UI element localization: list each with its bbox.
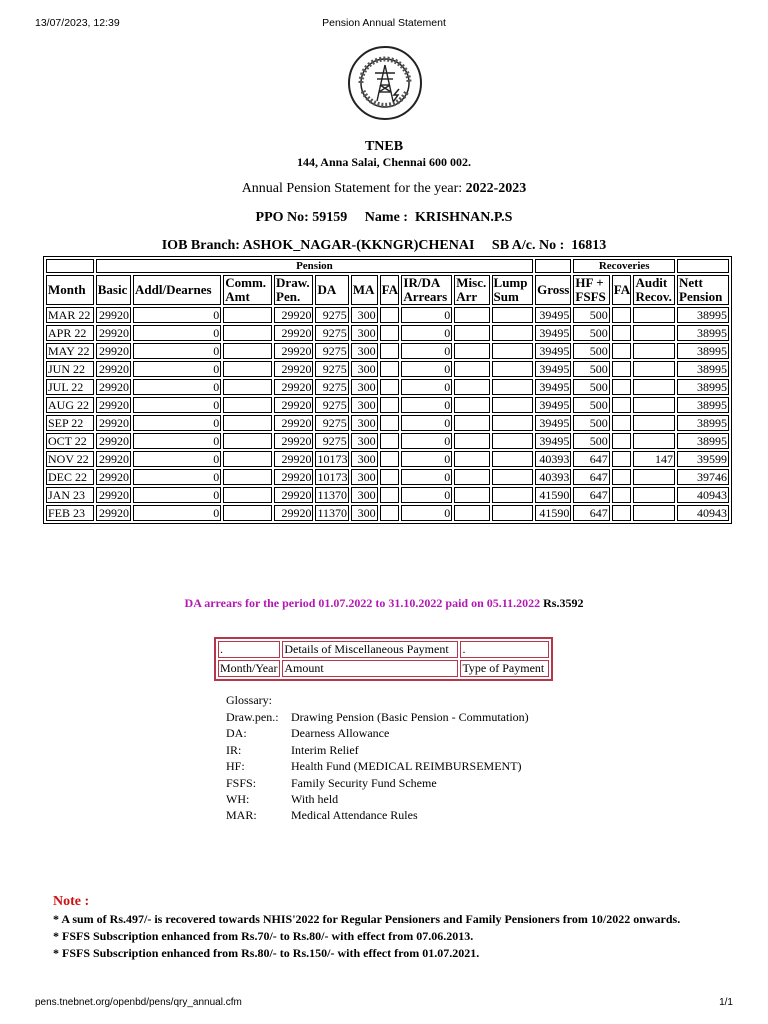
cell-lump [492,307,534,323]
cell-fa2 [612,469,632,485]
cell-gross: 40393 [535,451,571,467]
cell-irda: 0 [401,415,452,431]
group-blank [46,259,94,273]
cell-lump [492,469,534,485]
print-page-number: 1/1 [719,997,733,1008]
cell-comm [223,469,272,485]
cell-ma: 300 [351,451,378,467]
cell-basic: 29920 [96,433,131,449]
cell-nett: 40943 [677,505,729,521]
cell-da: 9275 [315,397,348,413]
cell-fa [380,361,400,377]
col-fa: FA [380,275,400,305]
cell-audit [633,343,675,359]
cell-da: 9275 [315,307,348,323]
cell-ma: 300 [351,505,378,521]
cell-hf: 500 [573,325,609,341]
print-timestamp: 13/07/2023, 12:39 [35,17,120,29]
table-row [46,487,729,503]
cell-basic: 29920 [96,379,131,395]
cell-hf: 647 [573,505,609,521]
cell-nett: 38995 [677,343,729,359]
glossary-item [226,710,529,726]
glossary-item [226,726,529,742]
table-row [46,397,729,413]
notes [53,912,680,963]
cell-nett: 38995 [677,433,729,449]
organization-name: TNEB [364,139,404,154]
table-row [46,343,729,359]
cell-audit [633,397,675,413]
glossary-item [226,792,529,808]
cell-fa [380,469,400,485]
table-row [46,469,729,485]
col-month: Month [46,275,94,305]
cell-basic: 29920 [96,415,131,431]
cell-ma: 300 [351,433,378,449]
table-row [46,433,729,449]
cell-da: 9275 [315,361,348,377]
glossary-term: Draw.pen.: [226,710,279,724]
cell-gross: 39495 [535,397,571,413]
cell-irda: 0 [401,325,452,341]
cell-misc [454,415,489,431]
cell-addl: 0 [133,433,221,449]
cell-addl: 0 [133,343,221,359]
cell-gross: 39495 [535,307,571,323]
table-group-row [46,259,729,273]
cell-fa [380,343,400,359]
branch-account-line: IOB Branch: ASHOK_NAGAR-(KKNGR)CHENAI SB A/c. No : 16813 [161,238,607,253]
cell-nett: 38995 [677,307,729,323]
cell-ma: 300 [351,397,378,413]
cell-gross: 39495 [535,325,571,341]
ppo-name-line: PPO No: 59159 Name : KRISHNAN.P.S [255,210,513,225]
cell-lump [492,325,534,341]
table-header-row [46,275,729,305]
cell-hf: 500 [573,379,609,395]
cell-ma: 300 [351,415,378,431]
cell-da: 10173 [317,470,348,484]
cell-misc [454,361,489,377]
cell-addl: 0 [133,451,221,467]
cell-nett: 38995 [677,325,729,341]
cell-month: MAY 22 [46,343,94,359]
cell-fa [380,307,400,323]
glossary-term: WH: [226,791,250,806]
cell-basic: 29920 [96,361,131,377]
cell-comm [223,505,272,521]
misc-header-row [218,660,549,677]
cell-irda: 0 [401,361,452,377]
cell-draw: 29920 [274,343,313,359]
cell-month: FEB 23 [46,505,94,521]
cell-fa2 [612,487,632,503]
cell-fa2 [612,361,632,377]
print-header [0,17,768,31]
misc-payment-table [214,637,553,681]
col-irda: IR/DA Arrears [401,275,452,305]
cell-misc [454,343,489,359]
cell-basic: 29920 [96,469,131,485]
col-hf: HF + FSFS [573,275,609,305]
cell-audit [633,325,675,341]
cell-da: 9275 [315,325,348,341]
pension-table [43,256,732,524]
glossary-term: IR: [226,742,242,757]
cell-hf: 500 [573,415,609,431]
cell-nett: 39746 [677,469,729,485]
cell-misc [454,325,489,341]
col-comm: Comm. Amt [223,275,272,305]
cell-month: MAR 22 [46,307,94,323]
misc-col-month: Month/Year [218,660,280,677]
table-row [46,325,729,341]
cell-irda: 0 [401,379,452,395]
cell-ma: 300 [351,379,378,395]
cell-misc [454,451,489,467]
cell-hf: 500 [573,343,609,359]
cell-basic: 29920 [96,505,131,521]
cell-month: SEP 22 [46,415,94,431]
cell-lump [492,343,534,359]
misc-title: Details of Miscellaneous Payment [282,641,458,658]
glossary-item [226,759,529,775]
cell-irda: 0 [401,433,452,449]
cell-comm [223,415,272,431]
organization-address: 144, Anna Salai, Chennai 600 002. [296,155,472,169]
cell-comm [223,343,272,359]
cell-addl: 0 [133,379,221,395]
cell-gross: 39495 [535,361,571,377]
col-misc: Misc. Arr [454,275,489,305]
cell-nett: 38995 [677,379,729,395]
cell-fa2 [612,397,632,413]
note-line: * FSFS Subscription enhanced from Rs.80/- to Rs.150/- with effect from 01.07.2021. [53,946,480,960]
cell-month: JUL 22 [46,379,94,395]
cell-addl: 0 [133,307,221,323]
da-arrears-amount: Rs.3592 [543,596,584,610]
glossary-item [226,743,529,759]
cell-addl: 0 [133,397,221,413]
table-row [46,379,729,395]
cell-lump [492,361,534,377]
cell-da: 11370 [317,488,348,502]
cell-fa [380,505,400,521]
cell-audit [633,469,675,485]
note-title: Note : [53,894,90,909]
cell-irda: 0 [401,469,452,485]
cell-addl: 0 [133,487,221,503]
cell-draw: 29920 [274,361,313,377]
cell-irda: 0 [401,451,452,467]
glossary-description: Health Fund (MEDICAL REIMBURSEMENT) [291,759,522,774]
cell-irda: 0 [401,487,452,503]
cell-gross: 39495 [535,379,571,395]
glossary-item [226,808,529,824]
cell-irda: 0 [401,307,452,323]
cell-misc [454,397,489,413]
statement-year: 2022-2023 [465,181,527,196]
group-blank-gross [535,259,571,273]
tneb-seal-icon [347,45,423,121]
cell-hf: 647 [573,451,609,467]
misc-col-type: Type of Payment [460,660,549,677]
cell-comm [223,307,272,323]
cell-fa [380,325,400,341]
group-blank-nett [677,259,729,273]
glossary-term: FSFS: [226,775,257,790]
print-page-title: Pension Annual Statement [322,17,446,29]
glossary-term: MAR: [226,808,257,823]
cell-hf: 500 [573,397,609,413]
tneb-logo-icon [347,45,423,121]
cell-audit: 147 [633,451,675,467]
cell-fa2 [612,451,632,467]
cell-gross: 41590 [535,505,571,521]
cell-draw: 29920 [274,451,313,467]
cell-misc [454,379,489,395]
cell-da: 11370 [317,506,348,520]
cell-nett: 38995 [677,361,729,377]
cell-misc [454,307,489,323]
table-row [46,361,729,377]
cell-gross: 40393 [535,469,571,485]
glossary-description: Drawing Pension (Basic Pension - Commutation) [291,710,529,724]
cell-hf: 647 [573,469,609,485]
cell-fa2 [612,343,632,359]
cell-month: DEC 22 [46,469,94,485]
cell-draw: 29920 [274,487,313,503]
cell-comm [223,379,272,395]
cell-ma: 300 [351,361,378,377]
cell-month: NOV 22 [46,451,94,467]
statement-title [0,181,768,197]
cell-draw: 29920 [274,415,313,431]
misc-dot-left: . [218,641,280,658]
table-row [46,505,729,521]
note-line: * FSFS Subscription enhanced from Rs.70/- to Rs.80/- with effect from 07.06.2013. [53,929,474,943]
cell-gross: 39495 [535,415,571,431]
cell-hf: 500 [573,307,609,323]
da-arrears-line [0,596,768,611]
cell-audit [633,307,675,323]
group-recoveries: Recoveries [573,259,675,273]
print-url: pens.tnebnet.org/openbd/pens/qry_annual.cfm [35,997,242,1008]
cell-audit [633,505,675,521]
cell-addl: 0 [133,469,221,485]
cell-lump [492,379,534,395]
col-audit: Audit Recov. [633,275,675,305]
cell-fa [380,433,400,449]
cell-draw: 29920 [274,307,313,323]
col-ma: MA [351,275,378,305]
cell-nett: 39599 [677,451,729,467]
table-row [46,451,729,467]
cell-gross: 41590 [535,487,571,503]
col-nett: Nett Pension [677,275,729,305]
cell-fa2 [612,433,632,449]
group-pension: Pension [96,259,533,273]
misc-dot-right: . [460,641,549,658]
cell-fa2 [612,307,632,323]
cell-irda: 0 [401,505,452,521]
cell-draw: 29920 [274,505,313,521]
cell-da: 9275 [315,379,348,395]
col-draw: Draw. Pen. [274,275,313,305]
cell-gross: 39495 [535,343,571,359]
cell-irda: 0 [401,397,452,413]
cell-gross: 39495 [535,433,571,449]
cell-addl: 0 [133,325,221,341]
cell-fa [380,487,400,503]
cell-audit [633,415,675,431]
cell-hf: 647 [573,487,609,503]
cell-comm [223,361,272,377]
cell-lump [492,433,534,449]
glossary-description: Interim Relief [291,742,359,757]
cell-misc [454,433,489,449]
cell-lump [492,487,534,503]
cell-audit [633,487,675,503]
cell-misc [454,487,489,503]
cell-fa2 [612,379,632,395]
cell-lump [492,397,534,413]
col-da: DA [315,275,348,305]
cell-basic: 29920 [96,487,131,503]
cell-comm [223,325,272,341]
cell-addl: 0 [133,505,221,521]
cell-lump [492,415,534,431]
cell-fa2 [612,505,632,521]
cell-nett: 40943 [677,487,729,503]
cell-draw: 29920 [274,397,313,413]
cell-fa [380,415,400,431]
cell-month: JAN 23 [46,487,94,503]
col-fa2: FA [612,275,632,305]
cell-fa2 [612,415,632,431]
glossary-term: HF: [226,759,245,774]
cell-draw: 29920 [274,325,313,341]
cell-month: OCT 22 [46,433,94,449]
cell-hf: 500 [573,433,609,449]
glossary-description: Family Security Fund Scheme [291,775,437,790]
cell-ma: 300 [351,487,378,503]
cell-ma: 300 [351,307,378,323]
note-line: * A sum of Rs.497/- is recovered towards NHIS'2022 for Regular Pensioners and Family Pensioners from 10/2022 onwards. [53,912,681,926]
cell-basic: 29920 [96,325,131,341]
glossary-description: Medical Attendance Rules [291,808,418,823]
cell-draw: 29920 [274,379,313,395]
cell-ma: 300 [351,325,378,341]
cell-basic: 29920 [96,451,131,467]
cell-irda: 0 [401,343,452,359]
col-addl: Addl/Dearnes [133,275,221,305]
cell-audit [633,361,675,377]
misc-col-amount: Amount [282,660,458,677]
cell-da: 9275 [315,433,348,449]
glossary-term: DA: [226,726,247,741]
cell-month: AUG 22 [46,397,94,413]
cell-da: 10173 [317,452,348,466]
cell-fa [380,451,400,467]
cell-comm [223,487,272,503]
cell-lump [492,451,534,467]
cell-da: 9275 [315,343,348,359]
cell-hf: 500 [573,361,609,377]
col-basic: Basic [96,275,131,305]
col-gross: Gross [535,275,571,305]
cell-draw: 29920 [274,433,313,449]
cell-fa [380,397,400,413]
cell-misc [454,469,489,485]
cell-fa [380,379,400,395]
cell-fa2 [612,325,632,341]
cell-audit [633,379,675,395]
cell-lump [492,505,534,521]
cell-basic: 29920 [96,343,131,359]
cell-nett: 38995 [677,415,729,431]
cell-basic: 29920 [96,307,131,323]
cell-basic: 29920 [96,397,131,413]
cell-addl: 0 [133,415,221,431]
glossary [226,693,529,825]
glossary-item [226,776,529,792]
table-row [46,307,729,323]
cell-da: 9275 [315,415,348,431]
col-lump: Lump Sum [492,275,534,305]
cell-month: JUN 22 [46,361,94,377]
cell-ma: 300 [351,469,378,485]
cell-audit [633,433,675,449]
glossary-title: Glossary: [226,693,272,707]
cell-ma: 300 [351,343,378,359]
misc-title-row [218,641,549,658]
glossary-description: Dearness Allowance [291,726,390,741]
cell-comm [223,451,272,467]
cell-month: APR 22 [46,325,94,341]
cell-misc [454,505,489,521]
cell-draw: 29920 [274,469,313,485]
glossary-description: With held [291,791,339,806]
statement-title-prefix: Annual Pension Statement for the year: [241,181,466,196]
cell-comm [223,433,272,449]
da-arrears-text: DA arrears for the period 01.07.2022 to 31.10.2022 paid on 05.11.2022 [184,596,541,610]
cell-comm [223,397,272,413]
cell-addl: 0 [133,361,221,377]
table-row [46,415,729,431]
cell-nett: 38995 [677,397,729,413]
